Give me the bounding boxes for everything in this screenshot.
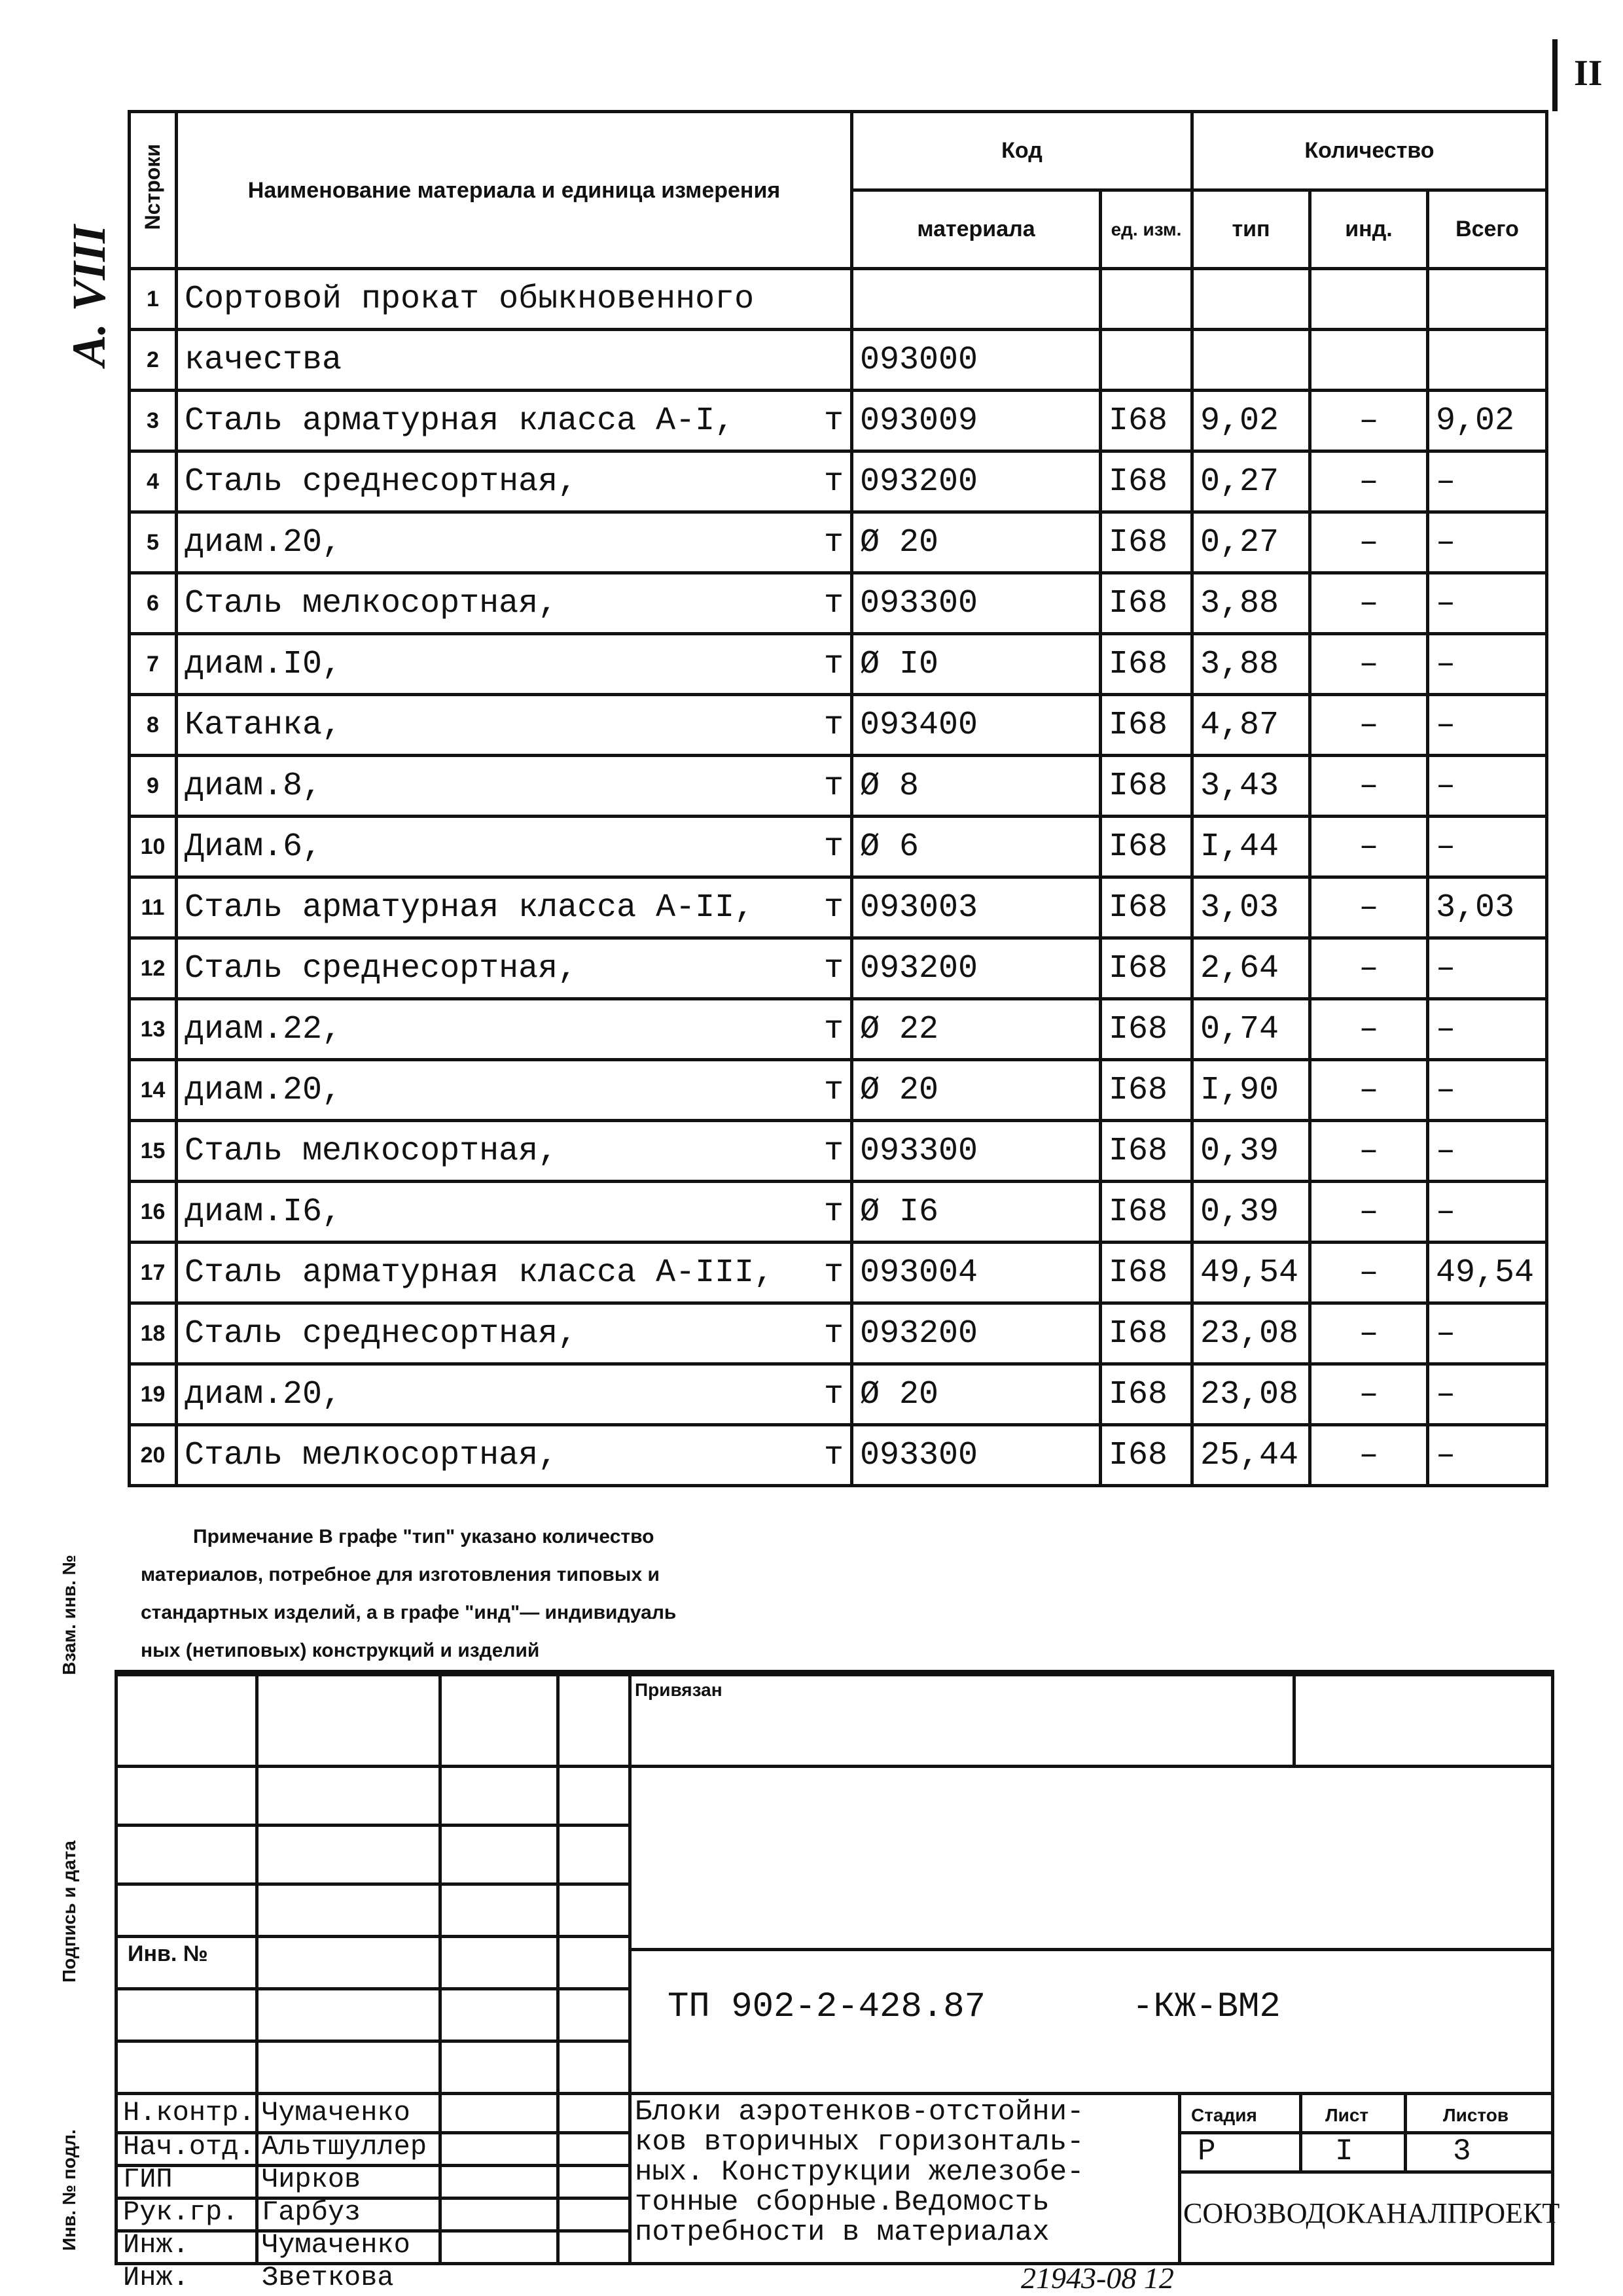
side-label-invpodl: Инв. № подл. (59, 2129, 79, 2251)
qty-total: – (1428, 938, 1547, 999)
privyazan-label: Привязан (635, 1680, 722, 1700)
signer-role: Нач.отд. (123, 2131, 255, 2163)
table-row (130, 1364, 1547, 1425)
row-number: 9 (130, 756, 177, 817)
material-unit: т (823, 402, 844, 440)
qty-ind: – (1310, 1303, 1428, 1364)
qty-total: – (1428, 1182, 1547, 1243)
side-code: А. VIII (63, 224, 115, 366)
material-code: 093003 (852, 877, 1101, 938)
table-row (130, 451, 1547, 512)
material-name-text: Сортовой прокат обыкновенного (185, 280, 755, 318)
qty-total: 3,03 (1428, 877, 1547, 938)
qty-total: – (1428, 1364, 1547, 1425)
sheet-value: I (1335, 2134, 1353, 2168)
signer-role: Инж. (123, 2262, 189, 2293)
row-number: 5 (130, 512, 177, 573)
unit-code: I68 (1101, 1182, 1192, 1243)
material-code: 093200 (852, 938, 1101, 999)
material-name (177, 999, 852, 1060)
material-name (177, 330, 852, 391)
qty-ind: – (1310, 391, 1428, 451)
qty-ind: – (1310, 1060, 1428, 1121)
material-code: Ø 8 (852, 756, 1101, 817)
header-name: Наименование материала и единица измерения (177, 112, 852, 269)
material-name (177, 573, 852, 634)
material-name-text: диам.20, (185, 1375, 342, 1413)
table-row (130, 573, 1547, 634)
unit-code: I68 (1101, 756, 1192, 817)
sheets-label: Листов (1443, 2105, 1509, 2125)
qty-ind: – (1310, 1182, 1428, 1243)
unit-code: I68 (1101, 573, 1192, 634)
material-name-text: Сталь мелкосортная, (185, 1132, 558, 1170)
material-code: Ø I0 (852, 634, 1101, 695)
qty-type: 3,88 (1192, 573, 1310, 634)
unit-code: I68 (1101, 1060, 1192, 1121)
table-row (130, 877, 1547, 938)
row-number: 20 (130, 1425, 177, 1486)
row-number: 4 (130, 451, 177, 512)
qty-ind: – (1310, 573, 1428, 634)
material-name-text: Сталь арматурная класса А-II, (185, 889, 755, 927)
material-code: Ø 20 (852, 512, 1101, 573)
material-name-text: диам.8, (185, 767, 323, 805)
material-name-text: Сталь арматурная класса А-III, (185, 1254, 774, 1292)
material-code: 093300 (852, 1425, 1101, 1486)
qty-ind: – (1310, 999, 1428, 1060)
title-line: ных. Конструкции железобе- (635, 2156, 1084, 2189)
qty-total (1428, 269, 1547, 330)
unit-code: I68 (1101, 695, 1192, 756)
material-name (177, 756, 852, 817)
qty-total: 49,54 (1428, 1243, 1547, 1303)
sheet-label: Лист (1325, 2105, 1369, 2125)
unit-code: I68 (1101, 1303, 1192, 1364)
material-name-text: качества (185, 341, 342, 379)
table-row (130, 999, 1547, 1060)
row-number: 7 (130, 634, 177, 695)
stage-label: Стадия (1191, 2105, 1257, 2125)
material-unit: т (823, 949, 844, 987)
material-code: 093300 (852, 573, 1101, 634)
qty-total: – (1428, 1121, 1547, 1182)
table-row (130, 756, 1547, 817)
material-name-text: Сталь арматурная класса А-I, (185, 402, 735, 440)
row-number: 12 (130, 938, 177, 999)
material-name (177, 817, 852, 877)
row-number: 10 (130, 817, 177, 877)
signer-name: Альтшуллер (262, 2131, 427, 2163)
row-number: 15 (130, 1121, 177, 1182)
qty-ind (1310, 330, 1428, 391)
material-code (852, 269, 1101, 330)
material-unit: т (823, 828, 844, 866)
signer-name: Зветкова (262, 2262, 394, 2293)
material-unit: т (823, 1010, 844, 1048)
qty-type (1192, 269, 1310, 330)
material-name (177, 1364, 852, 1425)
signer-role: Инж. (123, 2229, 189, 2261)
signer-name: Чумаченко (262, 2097, 410, 2128)
material-unit: т (823, 584, 844, 622)
material-name-text: диам.22, (185, 1010, 342, 1048)
signer-name: Чумаченко (262, 2229, 410, 2261)
title-line: потребности в материалах (635, 2216, 1050, 2249)
qty-total: – (1428, 1303, 1547, 1364)
material-name (177, 877, 852, 938)
material-unit: т (823, 706, 844, 744)
row-number: 13 (130, 999, 177, 1060)
unit-code: I68 (1101, 999, 1192, 1060)
material-name-text: Сталь мелкосортная, (185, 584, 558, 622)
doc-suffix: -КЖ-ВМ2 (1132, 1987, 1281, 2027)
material-name (177, 695, 852, 756)
qty-total (1428, 330, 1547, 391)
unit-code: I68 (1101, 451, 1192, 512)
material-code: 093200 (852, 451, 1101, 512)
title-line: тонные сборные.Ведомость (635, 2186, 1050, 2219)
material-unit: т (823, 1375, 844, 1413)
qty-ind: – (1310, 1243, 1428, 1303)
material-unit: т (823, 645, 844, 683)
qty-ind: – (1310, 877, 1428, 938)
header-qty-ind: инд. (1310, 190, 1428, 269)
table-row (130, 391, 1547, 451)
qty-ind: – (1310, 1364, 1428, 1425)
material-unit: т (823, 889, 844, 927)
material-name-text: диам.20, (185, 523, 342, 561)
material-unit: т (823, 1132, 844, 1170)
material-name (177, 1243, 852, 1303)
unit-code: I68 (1101, 391, 1192, 451)
qty-type: 4,87 (1192, 695, 1310, 756)
side-label-vzam: Взам. инв. № (59, 1555, 79, 1675)
materials-table (128, 110, 1548, 1487)
header-rowno: Nстроки (130, 112, 177, 269)
header-code-material: материала (852, 190, 1101, 269)
material-name (177, 1303, 852, 1364)
unit-code: I68 (1101, 512, 1192, 573)
table-row (130, 269, 1547, 330)
footer-number: 21943-08 12 (1021, 2261, 1174, 2295)
stage-value: Р (1198, 2134, 1216, 2168)
material-name-text: Сталь мелкосортная, (185, 1436, 558, 1474)
qty-type: 0,39 (1192, 1121, 1310, 1182)
unit-code: I68 (1101, 1425, 1192, 1486)
row-number: 2 (130, 330, 177, 391)
table-row (130, 1121, 1547, 1182)
qty-ind: – (1310, 634, 1428, 695)
qty-type: 23,08 (1192, 1303, 1310, 1364)
qty-type: 0,27 (1192, 512, 1310, 573)
signer-role: Рук.гр. (123, 2197, 239, 2228)
qty-total: – (1428, 1060, 1547, 1121)
row-number: 1 (130, 269, 177, 330)
table-row (130, 938, 1547, 999)
material-name (177, 1060, 852, 1121)
material-unit: т (823, 463, 844, 501)
material-name (177, 451, 852, 512)
material-name-text: диам.20, (185, 1071, 342, 1109)
row-number: 16 (130, 1182, 177, 1243)
material-name-text: Сталь среднесортная, (185, 463, 578, 501)
table-row (130, 817, 1547, 877)
material-code: 093400 (852, 695, 1101, 756)
qty-type: 23,08 (1192, 1364, 1310, 1425)
material-unit: т (823, 1071, 844, 1109)
table-row (130, 330, 1547, 391)
material-unit: т (823, 1436, 844, 1474)
material-name-text: Сталь среднесортная, (185, 949, 578, 987)
qty-type: 0,74 (1192, 999, 1310, 1060)
material-name (177, 938, 852, 999)
row-number: 17 (130, 1243, 177, 1303)
sheet-number-bar (1552, 39, 1558, 111)
unit-code (1101, 269, 1192, 330)
qty-total: – (1428, 817, 1547, 877)
signer-role: ГИП (123, 2164, 173, 2195)
qty-type: 3,88 (1192, 634, 1310, 695)
table-row (130, 1243, 1547, 1303)
side-label-sign: Подпись и дата (59, 1841, 79, 1983)
organization: СОЮЗВОДОКАНАЛПРОЕКТ (1183, 2197, 1560, 2229)
row-number: 8 (130, 695, 177, 756)
qty-ind: – (1310, 938, 1428, 999)
sheet-number: II (1574, 53, 1603, 94)
row-number: 14 (130, 1060, 177, 1121)
row-number: 6 (130, 573, 177, 634)
header-qty-total: Всего (1428, 190, 1547, 269)
document-title (635, 2097, 1084, 2248)
note-line: материалов, потребное для изготовления типовых и (141, 1564, 660, 1585)
note (141, 1518, 1319, 1670)
qty-total: – (1428, 999, 1547, 1060)
qty-ind: – (1310, 817, 1428, 877)
qty-type: 2,64 (1192, 938, 1310, 999)
material-name (177, 391, 852, 451)
doc-code: ТП 902-2-428.87 (668, 1987, 986, 2027)
header-qty: Количество (1192, 112, 1547, 190)
qty-total: – (1428, 756, 1547, 817)
qty-total: 9,02 (1428, 391, 1547, 451)
title-line: Блоки аэротенков-отстойни- (635, 2096, 1084, 2128)
qty-total: – (1428, 451, 1547, 512)
material-code: Ø 20 (852, 1060, 1101, 1121)
unit-code: I68 (1101, 938, 1192, 999)
qty-type: 3,43 (1192, 756, 1310, 817)
material-name (177, 634, 852, 695)
material-code: Ø 22 (852, 999, 1101, 1060)
qty-total: – (1428, 695, 1547, 756)
qty-total: – (1428, 634, 1547, 695)
row-number: 18 (130, 1303, 177, 1364)
qty-type: 25,44 (1192, 1425, 1310, 1486)
title-line: ков вторичных горизонталь- (635, 2126, 1084, 2159)
material-unit: т (823, 1254, 844, 1292)
qty-type: 9,02 (1192, 391, 1310, 451)
inv-no-label: Инв. № (128, 1941, 208, 1966)
material-unit: т (823, 523, 844, 561)
unit-code (1101, 330, 1192, 391)
unit-code: I68 (1101, 634, 1192, 695)
material-name-text: диам.I6, (185, 1193, 342, 1231)
table-row (130, 1425, 1547, 1486)
sheets-value: 3 (1453, 2134, 1471, 2168)
qty-ind (1310, 269, 1428, 330)
material-code: Ø I6 (852, 1182, 1101, 1243)
note-line: Примечание В графе "тип" указано количество (193, 1526, 654, 1547)
note-line: стандартных изделий, а в графе "инд"— индивидуаль (141, 1602, 677, 1623)
header-qty-type: тип (1192, 190, 1310, 269)
qty-type: 0,39 (1192, 1182, 1310, 1243)
material-code: Ø 6 (852, 817, 1101, 877)
row-number: 19 (130, 1364, 177, 1425)
table-row (130, 512, 1547, 573)
material-name-text: диам.I0, (185, 645, 342, 683)
qty-type: 3,03 (1192, 877, 1310, 938)
qty-type: 0,27 (1192, 451, 1310, 512)
material-unit: т (823, 1315, 844, 1352)
material-name (177, 1182, 852, 1243)
row-number: 11 (130, 877, 177, 938)
qty-ind: – (1310, 451, 1428, 512)
signer-name: Чирков (262, 2164, 361, 2195)
qty-type (1192, 330, 1310, 391)
note-line: ных (нетиповых) конструкций и изделий (141, 1640, 540, 1661)
qty-type: I,90 (1192, 1060, 1310, 1121)
unit-code: I68 (1101, 877, 1192, 938)
qty-type: 49,54 (1192, 1243, 1310, 1303)
header-code-unit: ед. изм. (1101, 190, 1192, 269)
qty-total: – (1428, 512, 1547, 573)
header-code: Код (852, 112, 1192, 190)
material-code: 093200 (852, 1303, 1101, 1364)
table-row (130, 1060, 1547, 1121)
qty-total: – (1428, 573, 1547, 634)
qty-total: – (1428, 1425, 1547, 1486)
unit-code: I68 (1101, 1243, 1192, 1303)
material-code: 093009 (852, 391, 1101, 451)
material-name-text: Сталь среднесортная, (185, 1315, 578, 1352)
unit-code: I68 (1101, 817, 1192, 877)
signer-role: Н.контр. (123, 2097, 255, 2128)
material-name (177, 1425, 852, 1486)
material-name (177, 269, 852, 330)
material-name-text: Диам.6, (185, 828, 323, 866)
material-code: 093300 (852, 1121, 1101, 1182)
qty-type: I,44 (1192, 817, 1310, 877)
material-code: 093000 (852, 330, 1101, 391)
material-code: Ø 20 (852, 1364, 1101, 1425)
unit-code: I68 (1101, 1364, 1192, 1425)
material-name-text: Катанка, (185, 706, 342, 744)
table-row (130, 695, 1547, 756)
material-code: 093004 (852, 1243, 1101, 1303)
qty-ind: – (1310, 1425, 1428, 1486)
material-unit: т (823, 767, 844, 805)
qty-ind: – (1310, 695, 1428, 756)
material-name (177, 1121, 852, 1182)
qty-ind: – (1310, 756, 1428, 817)
table-row (130, 1303, 1547, 1364)
unit-code: I68 (1101, 1121, 1192, 1182)
table-row (130, 634, 1547, 695)
qty-ind: – (1310, 512, 1428, 573)
signer-name: Гарбуз (262, 2197, 361, 2228)
material-name (177, 512, 852, 573)
material-unit: т (823, 1193, 844, 1231)
table-row (130, 1182, 1547, 1243)
row-number: 3 (130, 391, 177, 451)
qty-ind: – (1310, 1121, 1428, 1182)
